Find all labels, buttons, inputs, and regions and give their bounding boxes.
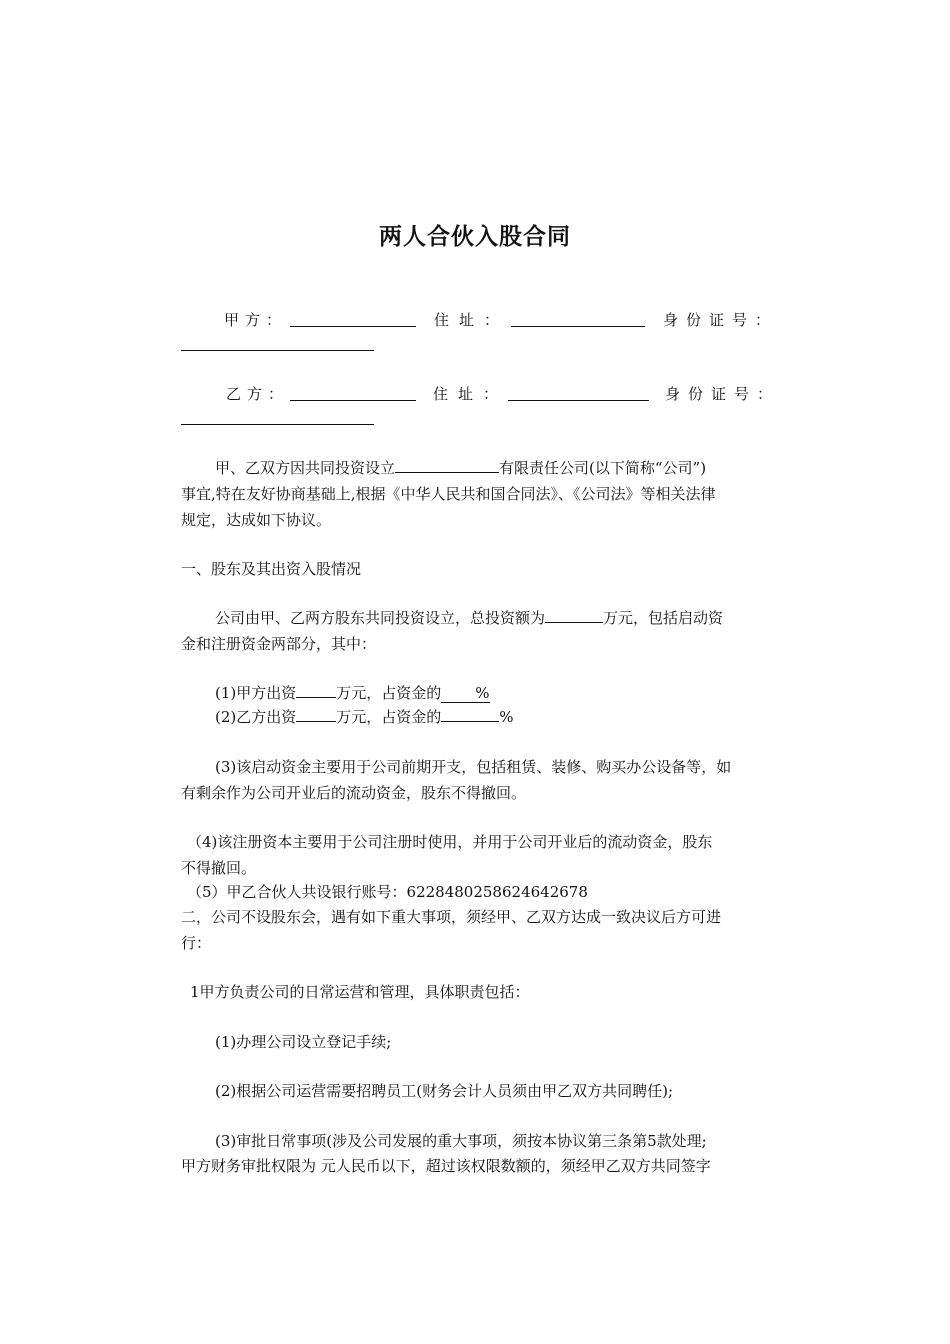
clause-1: 1甲方负责公司的日常运营和管理，具体职责包括： — [190, 983, 530, 1001]
company-name-blank — [395, 456, 499, 473]
duty-1: (1)办理公司设立登记手续; — [215, 1033, 392, 1051]
item-1-text-a: (1)甲方出资 — [215, 684, 297, 702]
party-b-address-blank — [508, 384, 649, 401]
section-2-line-2: 行： — [181, 934, 212, 952]
party-a-id-blank — [181, 334, 374, 351]
party-b-label: 乙方： — [226, 385, 290, 403]
party-b-id-blank — [181, 408, 374, 425]
item-4-line-2: 不得撤回。 — [181, 859, 257, 877]
party-a-id-label: 身份证号： — [663, 311, 779, 329]
party-a-address-label: 住址： — [434, 311, 510, 329]
section-1-heading: 一、股东及其出资入股情况 — [181, 560, 362, 578]
intro-line-3: 规定，达成如下协议。 — [181, 511, 332, 529]
party-b-name-blank — [290, 384, 416, 401]
party-a-amount-blank — [296, 681, 336, 698]
intro-text-b: 有限责任公司(以下简称“公司”) — [499, 459, 707, 477]
party-b-id-label: 身份证号： — [665, 385, 781, 403]
invest-line-2: 金和注册资金两部分，其中： — [181, 635, 377, 653]
invest-text-b: 万元，包括启动资 — [603, 609, 724, 627]
party-a-address-blank — [511, 310, 645, 327]
party-b-address-label: 住址： — [433, 385, 509, 403]
item-2-text-a: (2)乙方出资 — [215, 708, 297, 726]
invest-text-a: 公司由甲、乙两方股东共同投资设立，总投资额为 — [215, 609, 546, 627]
item-3-line-2: 有剩余作为公司开业后的流动资金，股东不得撤回。 — [181, 784, 527, 802]
duty-3-line-2: 甲方财务审批权限为 元人民币以下，超过该权限数额的，须经甲乙双方共同签字 — [181, 1157, 711, 1175]
party-a-name-blank — [290, 310, 416, 327]
item-2-text-b: 万元，占资金的 — [336, 708, 442, 726]
party-b-percent: % — [499, 708, 514, 726]
item-1 — [215, 681, 805, 705]
total-investment-blank — [545, 606, 603, 623]
item-2 — [215, 705, 805, 729]
document-title: 两人合伙入股合同 — [379, 224, 571, 250]
party-a-label: 甲方： — [224, 311, 288, 329]
section-2-line-1: 二，公司不设股东会，遇有如下重大事项，须经甲、乙双方达成一致决议后方可进 — [181, 908, 722, 926]
intro-line-1 — [181, 456, 771, 480]
invest-line-1 — [181, 606, 771, 630]
item-4-line-1: （4)该注册资本主要用于公司注册时使用，并用于公司开业后的流动资金，股东 — [187, 833, 713, 851]
party-b-percent-blank — [441, 705, 499, 722]
party-a-percent: % — [441, 684, 489, 703]
item-5: （5）甲乙合伙人共设银行账号：6228480258624642678 — [187, 883, 588, 901]
intro-text-a: 甲、乙双方因共同投资设立 — [215, 459, 396, 477]
duty-2: (2)根据公司运营需要招聘员工(财务会计人员须由甲乙双方共同聘任); — [215, 1082, 674, 1100]
intro-line-2: 事宜,特在友好协商基础上,根据《中华人民共和国合同法》、《公司法》等相关法律 — [181, 485, 716, 503]
party-b-amount-blank — [296, 705, 336, 722]
duty-3-line-1: (3)审批日常事项(涉及公司发展的重大事项，须按本协议第三条第5款处理; — [215, 1132, 707, 1150]
item-3-line-1: (3)该启动资金主要用于公司前期开支，包括租赁、装修、购买办公设备等，如 — [215, 758, 732, 776]
item-1-text-b: 万元，占资金的 — [336, 684, 442, 702]
